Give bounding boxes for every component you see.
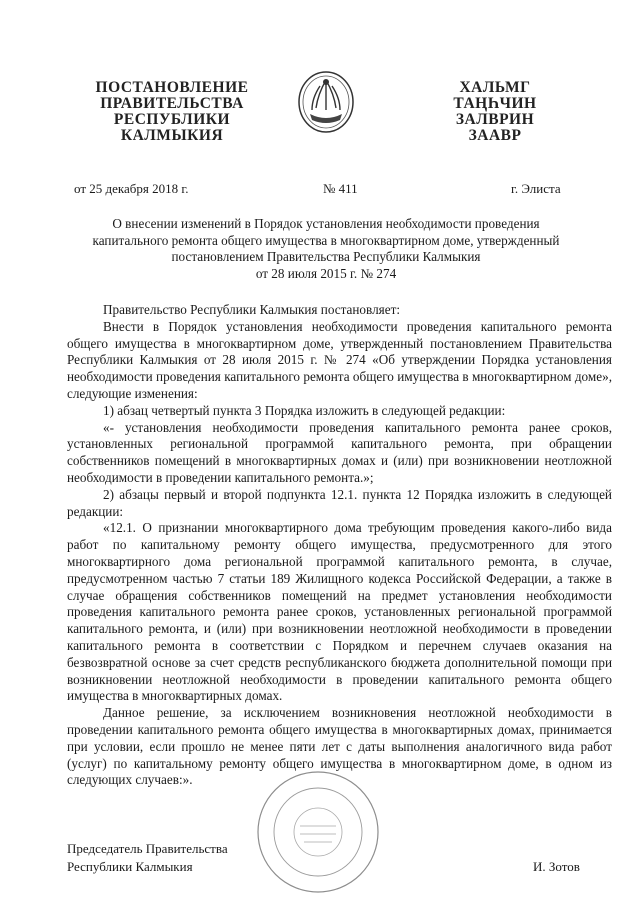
header-xal-line: ЗАЛВРИН xyxy=(455,111,535,128)
header-ru-line: ПОСТАНОВЛЕНИЕ xyxy=(95,79,249,96)
subject-line: постановлением Правительства Республики Калмыкия xyxy=(171,249,481,264)
paragraph: Внести в Порядок установления необходимости проведения капитального ремонта общего имущества в многоквартирном доме, утвержденный постановлением Правительства Республики Калмыкия от 28 июля 2015 г. № 274 «Об утверждении Порядка установления необходимости проведения капитального ремонта общего имущества в многоквартирном доме», следующие изменения: xyxy=(67,318,612,401)
coat-of-arms-icon xyxy=(296,70,356,134)
header-title-ru xyxy=(92,80,252,144)
paragraph: Правительство Республики Калмыкия постановляет: xyxy=(103,302,401,317)
subject-line: капитального ремонта общего имущества в многоквартирном доме, утвержденный xyxy=(92,232,560,248)
paragraph: «12.1. О признании многоквартирного дома требующим проведения какого-либо вида работ по капитальному ремонту общего имущества, предусмотренного для этого многоквартирного дома региональной программой капитального ремонта, в случае, предусмотренном частью 7 статьи 189 Жилищного кодекса Российской Федерации, а также в случае обращения собственников помещений на предмет установления необходимости проведения капитального ремонта ранее сроков, установленных региональной программой капитального ремонта, и (или) при возникновении неотложной необходимости в проведении капитального ремонта в соответствии с Порядком и перечнем случаев оказания на безвозвратной основе за счет средств республиканского бюджета дополнительной помощи при возникновении неотложной необходимости в проведении капитального ремонта общего имущества в многоквартирных домах. xyxy=(67,520,612,704)
document-number: № 411 xyxy=(323,181,358,196)
seal-stamp-icon xyxy=(248,762,388,902)
paragraph: «- установления необходимости проведения капитального ремонта ранее сроков, установленных региональной программой капитального ремонта, при обращении собственников помещений в многоквартирных домах и (или) при возникновении неотложной необходимости в проведении капитального ремонта.»; xyxy=(67,419,612,485)
paragraph: 1) абзац четвертый пункта 3 Порядка изложить в следующей редакции: xyxy=(103,402,506,418)
signatory-title-line: Председатель Правительства xyxy=(67,841,228,856)
signatory-title-line: Республики Калмыкия xyxy=(67,859,193,874)
header-xal-line: ЗААВР xyxy=(468,127,522,144)
document-subject xyxy=(56,216,596,282)
paragraph: 2) абзацы первый и второй подпункта 12.1. пункта 12 Порядка изложить в следующей редакции: xyxy=(67,486,612,519)
header-xal-line: ТАҢҺЧИН xyxy=(453,95,537,112)
header-ru-line: КАЛМЫКИЯ xyxy=(120,127,224,144)
subject-line: от 28 июля 2015 г. № 274 xyxy=(255,265,397,281)
document-city: г. Элиста xyxy=(511,181,561,196)
header-title-xal xyxy=(440,80,550,144)
subject-line: О внесении изменений в Порядок установления необходимости проведения xyxy=(112,216,540,231)
header-ru-line: РЕСПУБЛИКИ xyxy=(113,111,231,128)
header-ru-line: ПРАВИТЕЛЬСТВА xyxy=(100,95,244,112)
document-date: от 25 декабря 2018 г. xyxy=(74,181,189,196)
header-xal-line: ХАЛЬМГ xyxy=(459,79,531,96)
document-body xyxy=(67,302,612,789)
signatory-title xyxy=(67,840,228,876)
paragraph: Данное решение, за исключением возникновения неотложной необходимости в проведении капитального ремонта общего имущества в многоквартирных домах, принимается при условии, если прошло не менее пяти лет с даты выполнения аналогичного вида работ (услуг) по капитальному ремонту общего имущества в многоквартирном доме, в одном из следующих случаев:». xyxy=(67,705,612,788)
signatory-name: И. Зотов xyxy=(533,859,580,874)
